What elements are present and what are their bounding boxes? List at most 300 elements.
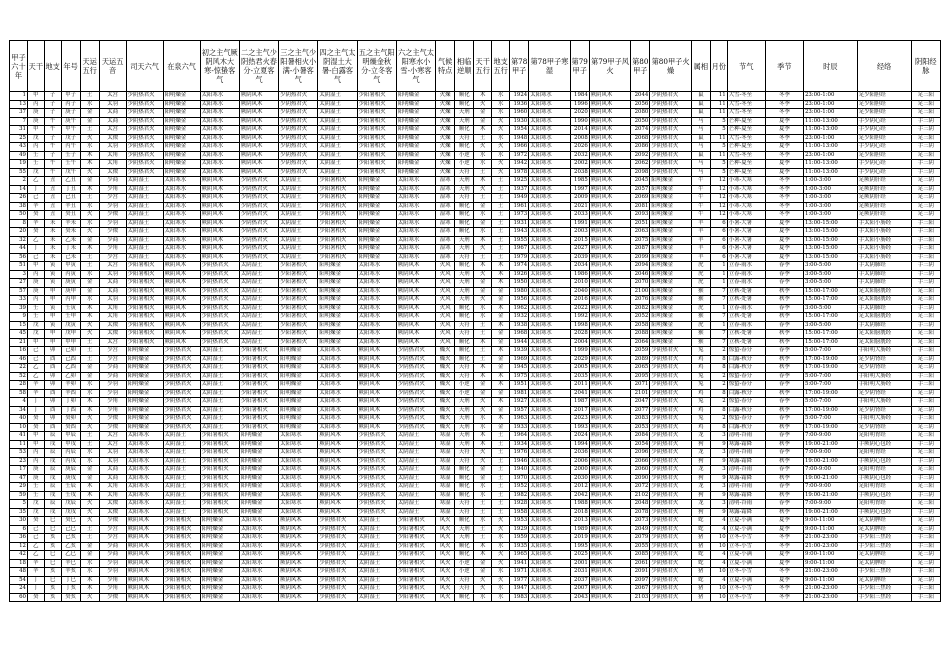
table-cell: 2038 xyxy=(570,168,589,177)
table-cell: 厥阴风木 xyxy=(357,423,396,432)
table-cell: 12 xyxy=(10,542,28,551)
table-cell: 太角 xyxy=(99,491,126,500)
table-row xyxy=(10,338,941,347)
table-cell: 芒种-夏至 xyxy=(727,168,765,177)
table-cell: 2055 xyxy=(631,542,650,551)
table-cell: 戊戌 xyxy=(61,508,80,517)
table-cell: 手三阳 xyxy=(911,372,940,381)
table-cell: 太阳寒水 xyxy=(529,219,571,228)
table-cell: 顺化 xyxy=(455,347,474,356)
table-cell: 少阳暑相火 xyxy=(318,245,357,254)
table-cell: 少阴热君火 xyxy=(200,279,239,288)
table-cell: 太阳寒水 xyxy=(126,483,163,492)
table-cell: 癸 xyxy=(27,517,44,526)
table-cell: 3:00-5:00 xyxy=(803,270,857,279)
table-cell: 少阴热君火 xyxy=(200,304,239,313)
table-cell: 少阴热君火 xyxy=(357,500,396,509)
table-cell: 2035 xyxy=(570,372,589,381)
table-cell: 土 xyxy=(492,253,510,262)
table-cell: 癸 xyxy=(27,423,44,432)
table-cell: 29 xyxy=(10,483,28,492)
table-cell: 2014 xyxy=(570,126,589,135)
table-cell: 1945 xyxy=(510,364,529,373)
table-cell: 7 xyxy=(710,338,727,347)
table-cell: 手三阳 xyxy=(911,228,940,237)
table-cell: 手三阴 xyxy=(911,457,940,466)
table-cell: 3 xyxy=(710,500,727,509)
table-cell: 15:00-17:00 xyxy=(803,296,857,305)
table-cell: 11 xyxy=(10,440,28,449)
table-cell: 小暑-大暑 xyxy=(727,228,765,237)
table-cell: 丙申 xyxy=(61,296,80,305)
column-header: 节气 xyxy=(727,41,765,92)
table-cell: 木 xyxy=(80,398,99,407)
table-cell: 厥阴风木 xyxy=(239,151,278,160)
table-cell: 火 xyxy=(80,500,99,509)
table-cell: 阳明燥金 xyxy=(163,160,200,169)
table-cell: 少阳暑相火 xyxy=(396,576,435,585)
table-cell: 己 xyxy=(27,347,44,356)
table-cell: 5 xyxy=(10,500,28,509)
table-cell: 顺化 xyxy=(455,313,474,322)
table-cell: 足少阴肾经 xyxy=(857,406,911,415)
table-cell: 戊 xyxy=(27,168,44,177)
table-cell: 太阳寒水 xyxy=(318,415,357,424)
table-cell: 牛 xyxy=(691,202,710,211)
table-cell: 芒种-夏至 xyxy=(727,117,765,126)
table-cell: 7 xyxy=(710,313,727,322)
table-cell: 少阴热君火 xyxy=(239,245,278,254)
table-cell: 厥阴风木 xyxy=(357,406,396,415)
table-cell: 厥阴风木 xyxy=(589,372,631,381)
table-cell: 2002 xyxy=(570,160,589,169)
table-cell: 手厥阴心包经 xyxy=(857,440,911,449)
table-cell: 厥阴风木 xyxy=(318,491,357,500)
table-cell: 寒湿 xyxy=(436,449,455,458)
table-cell: 土 xyxy=(492,236,510,245)
table-cell: 太阳寒水 xyxy=(318,347,357,356)
table-cell: 2018 xyxy=(570,508,589,517)
table-cell: 戌 xyxy=(44,474,61,483)
table-cell: 9:00-11:00 xyxy=(803,525,857,534)
table-cell: 羊 xyxy=(691,228,710,237)
table-cell: 少商 xyxy=(99,542,126,551)
table-cell: 水 xyxy=(492,134,510,143)
table-cell: 戌 xyxy=(44,508,61,517)
table-cell: 秋季 xyxy=(765,296,803,305)
table-cell: 猪 xyxy=(691,585,710,594)
table-body xyxy=(10,92,941,602)
table-cell: 2001 xyxy=(570,559,589,568)
table-cell: 阳明燥金 xyxy=(239,440,278,449)
table-cell: 庚申 xyxy=(61,287,80,296)
table-cell: 寒湿 xyxy=(436,440,455,449)
table-cell: 1997 xyxy=(570,185,589,194)
table-cell: 太阳寒水 xyxy=(239,542,278,551)
table-cell: 厥阴风木 xyxy=(318,500,357,509)
table-cell: 少阴热君火 xyxy=(357,474,396,483)
table-cell: 2063 xyxy=(631,228,650,237)
table-cell: 阳明燥金 xyxy=(357,245,396,254)
table-cell: 太阳寒水 xyxy=(529,338,571,347)
table-cell: 厥阴风木 xyxy=(589,517,631,526)
table-cell: 申 xyxy=(44,330,61,339)
table-cell: 火风 xyxy=(436,338,455,347)
table-cell: 10 xyxy=(710,534,727,543)
table-cell: 足少阴肾经 xyxy=(857,355,911,364)
table-cell: 太阳寒水 xyxy=(357,262,396,271)
table-cell: 足少阴肾经 xyxy=(857,389,911,398)
table-cell: 天符 xyxy=(455,253,474,262)
table-cell: 木 xyxy=(474,432,492,441)
table-cell: 金 xyxy=(492,406,510,415)
table-cell: 木 xyxy=(474,236,492,245)
table-cell: 燥火 xyxy=(436,415,455,424)
table-cell: 立冬-小雪 xyxy=(727,593,765,602)
table-cell: 4 xyxy=(710,525,727,534)
table-cell: 1966 xyxy=(510,143,529,152)
table-cell: 少阳暑相火 xyxy=(163,593,200,602)
table-cell: 少阳暑相火 xyxy=(126,287,163,296)
table-cell: 甲 xyxy=(27,262,44,271)
table-cell: 土 xyxy=(474,534,492,543)
table-cell: 厥阴风木 xyxy=(357,415,396,424)
table-cell: 火燥 xyxy=(436,117,455,126)
table-cell: 牛 xyxy=(691,211,710,220)
table-cell: 太阳寒水 xyxy=(396,185,435,194)
table-cell: 土 xyxy=(492,440,510,449)
table-cell: 59 xyxy=(10,491,28,500)
table-row xyxy=(10,126,941,135)
table-cell: 太阳寒水 xyxy=(239,585,278,594)
table-cell: 阳明燥金 xyxy=(396,100,435,109)
table-cell: 56 xyxy=(10,253,28,262)
table-cell: 甲子 xyxy=(61,92,80,101)
table-cell: 足三阴 xyxy=(911,423,940,432)
table-cell: 子 xyxy=(44,151,61,160)
table-cell: 2060 xyxy=(631,466,650,475)
table-cell: 顺化 xyxy=(455,304,474,313)
table-cell: 阳明燥金 xyxy=(126,406,163,415)
table-cell: 太阴湿土 xyxy=(279,253,318,262)
table-cell: 甲戌 xyxy=(61,440,80,449)
table-cell: 太阳寒水 xyxy=(357,270,396,279)
table-cell: 厥阴风木 xyxy=(200,194,239,203)
table-cell: 壬午 xyxy=(61,160,80,169)
table-cell: 火 xyxy=(80,168,99,177)
table-cell: 足阳明胃经 xyxy=(857,500,911,509)
table-cell: 9:00-11:00 xyxy=(803,576,857,585)
table-cell: 鼠 xyxy=(691,151,710,160)
table-cell: 壬辰 xyxy=(61,483,80,492)
table-cell: 太阴湿土 xyxy=(357,593,396,602)
table-cell: 厥阴风木 xyxy=(279,593,318,602)
table-cell: 湿寒 xyxy=(436,228,455,237)
table-cell: 午 xyxy=(44,160,61,169)
table-cell: 土 xyxy=(80,253,99,262)
table-cell: 阳明燥金 xyxy=(357,211,396,220)
table-cell: 厥阴风木 xyxy=(239,143,278,152)
table-cell: 大雪-冬至 xyxy=(727,151,765,160)
table-cell: 冬季 xyxy=(765,568,803,577)
table-cell: 太阴湿土 xyxy=(318,92,357,101)
table-cell: 太阴湿土 xyxy=(318,126,357,135)
table-cell: 太阴湿土 xyxy=(357,551,396,560)
table-cell: 厥阴风木 xyxy=(357,347,396,356)
table-row xyxy=(10,296,941,305)
table-cell: 阳明燥金 xyxy=(650,219,692,228)
table-cell: 水 xyxy=(474,423,492,432)
table-cell: 2061 xyxy=(631,559,650,568)
table-cell: 大雪-冬至 xyxy=(727,109,765,118)
table-cell: 金 xyxy=(80,372,99,381)
table-cell: 秋季 xyxy=(765,313,803,322)
table-cell: 太阳寒水 xyxy=(239,551,278,560)
table-cell: 火风 xyxy=(436,321,455,330)
table-cell: 土 xyxy=(474,355,492,364)
table-cell: 太徵 xyxy=(99,134,126,143)
table-cell: 少阴热君火 xyxy=(163,347,200,356)
table-cell: 丁卯 xyxy=(61,398,80,407)
table-cell: 木 xyxy=(80,313,99,322)
table-cell: 辛未 xyxy=(61,219,80,228)
column-header: 三之主气少阳暑相火小满-小暑客气 xyxy=(279,41,318,92)
table-cell: 芒种-夏至 xyxy=(727,160,765,169)
table-cell: 少阳暑相火 xyxy=(357,151,396,160)
table-cell: 丁 xyxy=(27,398,44,407)
table-cell: 阳明燥金 xyxy=(357,202,396,211)
table-cell: 少阴热君火 xyxy=(650,525,692,534)
table-cell: 庚 xyxy=(27,474,44,483)
table-cell: 火 xyxy=(80,423,99,432)
table-cell: 少阴热君火 xyxy=(318,559,357,568)
table-cell: 太阳寒水 xyxy=(396,228,435,237)
table-row xyxy=(10,347,941,356)
table-cell: 冬季 xyxy=(765,542,803,551)
table-cell: 2068 xyxy=(631,134,650,143)
table-cell: 秋季 xyxy=(765,508,803,517)
table-cell: 太角 xyxy=(99,304,126,313)
table-cell: 太阴湿土 xyxy=(200,423,239,432)
table-cell: 少阴热君火 xyxy=(650,398,692,407)
table-cell: 足太阳膀胱经 xyxy=(857,313,911,322)
table-cell: 阳明燥金 xyxy=(163,92,200,101)
table-cell: 15:00-17:00 xyxy=(803,287,857,296)
table-cell: 足三阳 xyxy=(911,466,940,475)
table-cell: 厥阴风木 xyxy=(239,168,278,177)
table-cell: 手太阳小肠经 xyxy=(857,236,911,245)
table-cell: 火 xyxy=(474,449,492,458)
table-cell: 手少阳三焦经 xyxy=(857,568,911,577)
table-cell: 21:00-23:00 xyxy=(803,534,857,543)
table-cell: 2024 xyxy=(570,432,589,441)
table-cell: 手三阳 xyxy=(911,542,940,551)
table-cell: 蛇 xyxy=(691,559,710,568)
table-cell: 21:00-23:00 xyxy=(803,568,857,577)
table-cell: 少阴热君火 xyxy=(318,568,357,577)
table-cell: 太阴湿土 xyxy=(163,508,200,517)
table-cell: 厥阴风木 xyxy=(589,355,631,364)
table-cell: 木 xyxy=(80,491,99,500)
table-cell: 天符 xyxy=(455,576,474,585)
table-cell: 土 xyxy=(492,177,510,186)
table-cell: 太阳寒水 xyxy=(529,355,571,364)
table-cell: 1 xyxy=(10,92,28,101)
table-cell: 太阴湿土 xyxy=(396,432,435,441)
table-cell: 厥阴风木 xyxy=(589,168,631,177)
table-cell: 2010 xyxy=(570,279,589,288)
table-cell: 火 xyxy=(474,270,492,279)
table-cell: 手三阳 xyxy=(911,585,940,594)
table-cell: 太阳寒水 xyxy=(279,508,318,517)
table-cell: 巳 xyxy=(44,576,61,585)
table-cell: 少宫 xyxy=(99,525,126,534)
table-cell: 厥阴风木 xyxy=(200,177,239,186)
table-cell: 手少阳三焦经 xyxy=(857,593,911,602)
table-cell: 夏季 xyxy=(765,126,803,135)
table-cell: 少阳暑相火 xyxy=(279,330,318,339)
table-cell: 卯 xyxy=(44,347,61,356)
table-cell: 48 xyxy=(10,568,28,577)
table-cell: 甲 xyxy=(27,92,44,101)
table-cell: 17:00-19:00 xyxy=(803,364,857,373)
table-cell: 32 xyxy=(10,236,28,245)
table-cell: 少阴热君火 xyxy=(126,92,163,101)
table-cell: 少羽 xyxy=(99,389,126,398)
table-cell: 湿寒 xyxy=(436,219,455,228)
table-cell: 厥阴风木 xyxy=(126,525,163,534)
table-cell: 19:00-21:00 xyxy=(803,474,857,483)
table-cell: 少阴热君火 xyxy=(650,126,692,135)
table-cell: 2012 xyxy=(570,483,589,492)
table-cell: 太宫 xyxy=(99,126,126,135)
table-cell: 乙丑 xyxy=(61,177,80,186)
table-cell: 厥阴风木 xyxy=(589,134,631,143)
table-cell: 太阳寒水 xyxy=(529,228,571,237)
table-cell: 庚戌 xyxy=(61,474,80,483)
table-cell: 壬 xyxy=(27,151,44,160)
table-cell: 少阴热君火 xyxy=(650,389,692,398)
table-cell: 阳明燥金 xyxy=(279,398,318,407)
table-cell: 寅 xyxy=(44,270,61,279)
table-cell: 少阴热君火 xyxy=(239,253,278,262)
table-cell: 惊蛰-春分 xyxy=(727,415,765,424)
table-cell: 2058 xyxy=(631,321,650,330)
table-cell: 寅 xyxy=(44,262,61,271)
table-cell: 太阳寒水 xyxy=(529,160,571,169)
table-cell: 夏季 xyxy=(765,551,803,560)
table-cell: 少宫 xyxy=(99,355,126,364)
table-cell: 少角 xyxy=(99,576,126,585)
table-cell: 太徵 xyxy=(99,500,126,509)
table-cell: 土 xyxy=(492,491,510,500)
table-cell: 丁 xyxy=(27,185,44,194)
table-cell: 足三阴 xyxy=(911,525,940,534)
table-cell: 太阳寒水 xyxy=(126,508,163,517)
table-cell: 手少阴心经 xyxy=(857,168,911,177)
table-cell: 辛巳 xyxy=(61,559,80,568)
table-cell: 白露-秋分 xyxy=(727,355,765,364)
table-cell: 太阳寒水 xyxy=(357,330,396,339)
table-cell: 21 xyxy=(10,338,28,347)
table-cell: 少阴热君火 xyxy=(126,134,163,143)
table-cell: 厥阴风木 xyxy=(163,296,200,305)
table-cell: 60 xyxy=(10,593,28,602)
table-cell: 太阴湿土 xyxy=(318,100,357,109)
table-cell: 手三阴 xyxy=(911,491,940,500)
table-cell: 癸 xyxy=(27,211,44,220)
table-cell: 少阴热君火 xyxy=(279,109,318,118)
table-cell: 2100 xyxy=(631,287,650,296)
table-cell: 金 xyxy=(474,559,492,568)
table-cell: 金 xyxy=(80,287,99,296)
table-cell: 顺化 xyxy=(455,491,474,500)
table-cell: 11 xyxy=(710,109,727,118)
table-cell: 辛卯 xyxy=(61,381,80,390)
table-cell: 少阴热君火 xyxy=(650,381,692,390)
table-row xyxy=(10,330,941,339)
table-cell: 足三阴 xyxy=(911,211,940,220)
table-cell: 天刑 xyxy=(455,440,474,449)
table-cell: 秋季 xyxy=(765,355,803,364)
table-cell: 太阳寒水 xyxy=(279,483,318,492)
table-cell: 15:00-17:00 xyxy=(803,313,857,322)
table-cell: 龙 xyxy=(691,466,710,475)
table-cell: 太阴湿土 xyxy=(163,457,200,466)
table-cell: 2013 xyxy=(570,517,589,526)
table-cell: 顺化 xyxy=(455,211,474,220)
table-cell: 壬 xyxy=(27,160,44,169)
table-cell: 少阴热君火 xyxy=(650,517,692,526)
table-cell: 己 xyxy=(27,355,44,364)
table-cell: 太阳寒水 xyxy=(529,211,571,220)
table-cell: 兔 xyxy=(691,398,710,407)
table-row xyxy=(10,253,941,262)
table-cell: 顺化 xyxy=(455,126,474,135)
table-cell: 太阴湿土 xyxy=(318,109,357,118)
table-cell: 厥阴风木 xyxy=(126,534,163,543)
table-cell: 水 xyxy=(80,457,99,466)
table-cell: 冬季 xyxy=(765,211,803,220)
table-cell: 2090 xyxy=(631,474,650,483)
table-cell: 太阴湿土 xyxy=(163,432,200,441)
table-cell: 1972 xyxy=(510,151,529,160)
table-cell: 酉 xyxy=(44,355,61,364)
table-cell: 少商 xyxy=(99,372,126,381)
table-cell: 立夏-小满 xyxy=(727,517,765,526)
table-row xyxy=(10,117,941,126)
table-cell: 阳明燥金 xyxy=(396,151,435,160)
table-cell: 30 xyxy=(10,517,28,526)
table-cell: 虎 xyxy=(691,304,710,313)
table-cell: 火风 xyxy=(436,270,455,279)
table-cell: 阳明燥金 xyxy=(318,296,357,305)
table-cell: 阳明燥金 xyxy=(239,483,278,492)
table-cell: 天符 xyxy=(455,457,474,466)
table-cell: 少阴热君火 xyxy=(650,534,692,543)
table-cell: 太阴湿土 xyxy=(126,194,163,203)
table-row xyxy=(10,508,941,517)
table-cell: 17:00-19:00 xyxy=(803,355,857,364)
table-cell: 亥 xyxy=(44,534,61,543)
table-cell: 顺化 xyxy=(455,542,474,551)
table-cell: 庚 xyxy=(27,279,44,288)
table-cell: 立冬-小雪 xyxy=(727,585,765,594)
table-cell: 阳明燥金 xyxy=(279,423,318,432)
table-cell: 少阴热君火 xyxy=(396,355,435,364)
table-cell: 手三阴 xyxy=(911,304,940,313)
table-cell: 足三阴 xyxy=(911,185,940,194)
